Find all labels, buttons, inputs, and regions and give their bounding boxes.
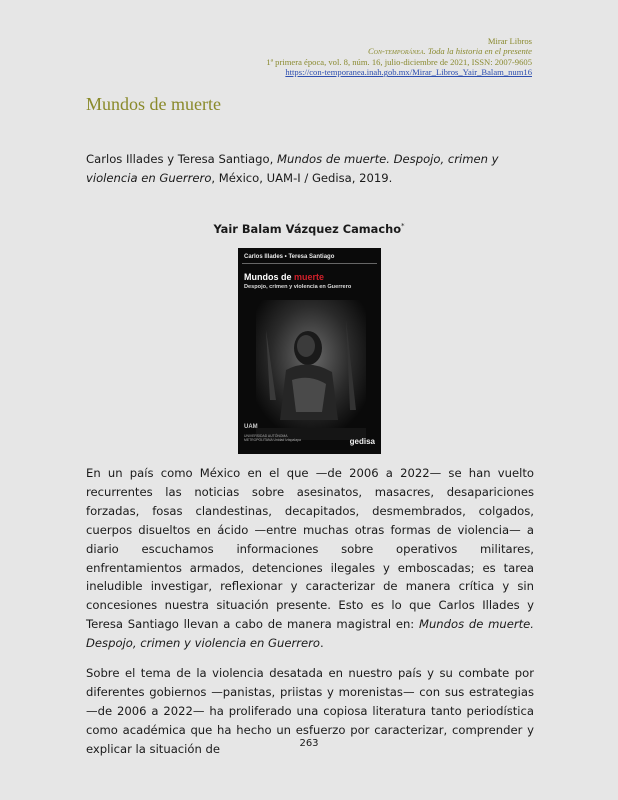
running-header	[266, 36, 532, 78]
uam-logo-text: UNIVERSIDAD AUTÓNOMA METROPOLITANA Unidad Iztapalapa	[244, 434, 301, 442]
citation-title: Mundos de muerte. Despojo, crimen y violencia en Guerrero	[86, 152, 499, 185]
gedisa-logo: gedisa	[349, 437, 375, 446]
book-citation	[86, 150, 534, 188]
cover-divider	[242, 263, 377, 264]
cover-title-accent: muerte	[294, 272, 325, 282]
cover-figure-illustration	[256, 300, 366, 440]
header-section: Mirar Libros	[487, 36, 532, 46]
header-journal	[266, 46, 532, 56]
journal-name: Con-temporánea	[367, 46, 424, 57]
cover-title	[244, 272, 324, 282]
section-title: Mundos de muerte	[86, 94, 221, 114]
paragraph-1	[86, 464, 534, 653]
cover-title-main: Mundos de	[244, 272, 294, 282]
cover-authors: Carlos Illades • Teresa Santiago	[244, 254, 335, 260]
uam-logo: UAM	[244, 424, 258, 430]
footnote-mark[interactable]: *	[401, 222, 405, 231]
citation-publisher: , México, UAM-I / Gedisa, 2019.	[211, 171, 393, 185]
cover-subtitle: Despojo, crimen y violencia en Guerrero	[244, 284, 352, 290]
paragraph-1-text: En un país como México en el que —de 2006 a 2022— se han vuelto recurrentes las noticias sobre asesinatos, masacres, desapariciones forzadas, fosas clandestinas, decapitados, desmembrados, colgados, cuerpos disueltos en ácido —entre muchas otras formas de violencia— a diario escuchamos informaciones sobre operativos militares, enfrentamientos armados, detenciones ilegales y emboscadas; es tarea ineludible investigar, reflexionar y caracterizar de manera crítica y sin concesiones nuestra situación presente. Esto es lo que Carlos Illades y Teresa Santiago llevan a cabo de manera magistral en:	[86, 466, 534, 632]
paragraph-1-book-title: Mundos de muerte. Despojo, crimen y violencia en Guerrero	[86, 617, 534, 651]
review-body	[86, 464, 534, 770]
paragraph-2: Sobre el tema de la violencia desatada en nuestro país y su combate por diferentes gobiernos —panistas, priistas y morenistas— con sus estrategias —de 2006 a 2022— ha proliferado una copiosa literatura tanto periodística como académica que ha hecho un esfuerzo por caracterizar, comprender y explicar la situación de	[86, 666, 534, 756]
book-cover-image	[238, 248, 381, 454]
paragraph-1-end: .	[320, 636, 324, 651]
page-number: 263	[299, 738, 319, 749]
journal-subtitle: . Toda la historia en el presente	[423, 46, 532, 57]
header-issue: 1ª primera época, vol. 8, núm. 16, julio-diciembre de 2021, ISSN: 2007-9605	[266, 56, 532, 67]
citation-authors: Carlos Illades y Teresa Santiago,	[86, 152, 274, 166]
header-url-link[interactable]: https://con-temporanea.inah.gob.mx/Mirar_Libros_Yair_Balam_num16	[285, 67, 532, 78]
reviewer-byline	[0, 222, 618, 236]
reviewer-name: Yair Balam Vázquez Camacho	[213, 222, 402, 236]
